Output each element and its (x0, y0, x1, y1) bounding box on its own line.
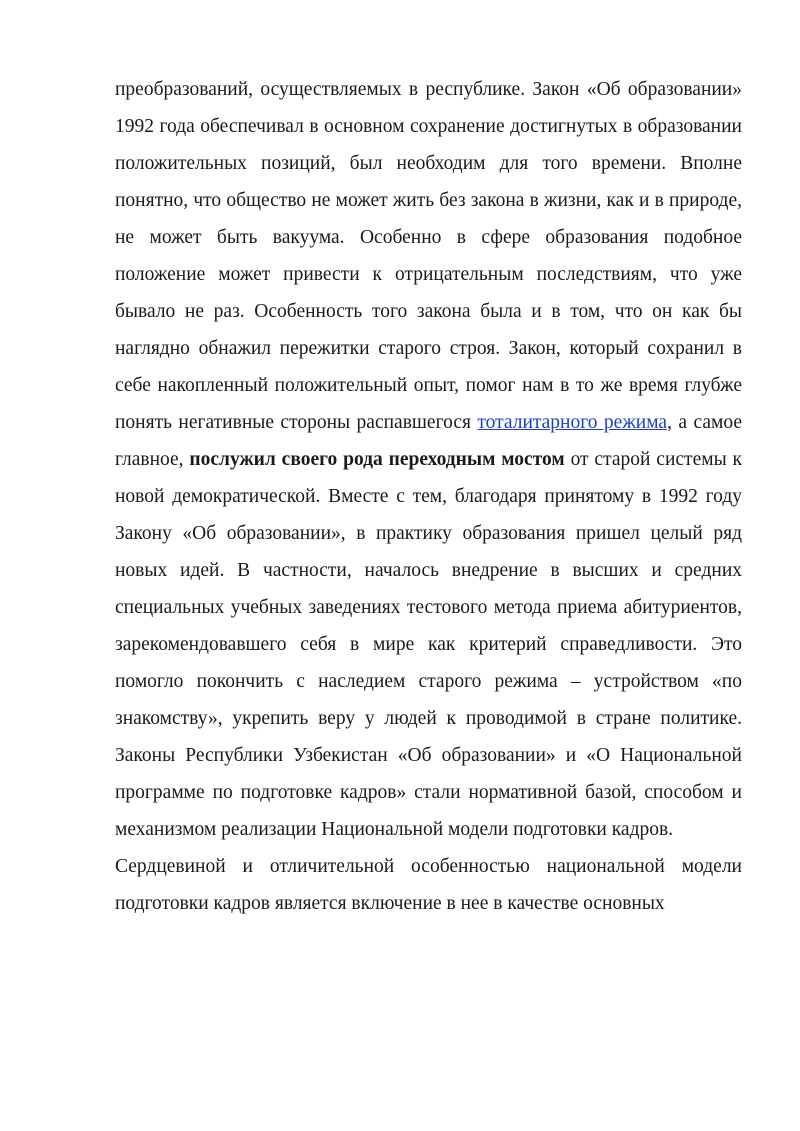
paragraph-1-text-1: преобразований, осуществляемых в республике. Закон «Об образовании» 1992 года обеспечивал в основном сохранение достигнутых в образовании положительных позиций, был необходим для того времени. Вполне понятно, что общество не может жить без закона в жизни, как и в природе, не может быть вакуума. Особенно в сфере образования подобное положение может привести к отрицательным последствиям, что уже бывало не раз. Особенность того закона была и в том, что он как бы наглядно обнажил пережитки старого строя. Закон, который сохранил в себе накопленный положительный опыт, помог нам в то же время глубже понять негативные стороны распавшегося (115, 79, 742, 433)
paragraph-1 (115, 71, 742, 848)
paragraph-1-text-2: , а самое главное, (115, 412, 742, 470)
document-page (115, 71, 742, 922)
paragraph-2-text-1: Сердцевиной и отличительной особенностью национальной модели подготовки кадров является включение в нее в качестве основных (115, 856, 742, 914)
totalitarian-regime-link[interactable]: тоталитарного режима (477, 412, 668, 433)
paragraph-2 (115, 848, 742, 922)
paragraph-1-text-3: от старой системы к новой демократической. Вместе с тем, благодаря принятому в 1992 году Закону «Об образовании», в практику образования пришел целый ряд новых идей. В частности, началось внедрение в высших и средних специальных учебных заведениях тестового метода приема абитуриентов, зарекомендовавшего себя в мире как критерий справедливости. Это помогло покончить с наследием старого режима – устройством «по знакомству», укрепить веру у людей к проводимой в стране политике. Законы Республики Узбекистан «Об образовании» и «О Национальной программе по подготовке кадров» стали нормативной базой, способом и механизмом реализации Национальной модели подготовки кадров. (115, 449, 742, 840)
paragraph-1-bold-phrase: послужил своего рода переходным мостом (189, 449, 565, 470)
